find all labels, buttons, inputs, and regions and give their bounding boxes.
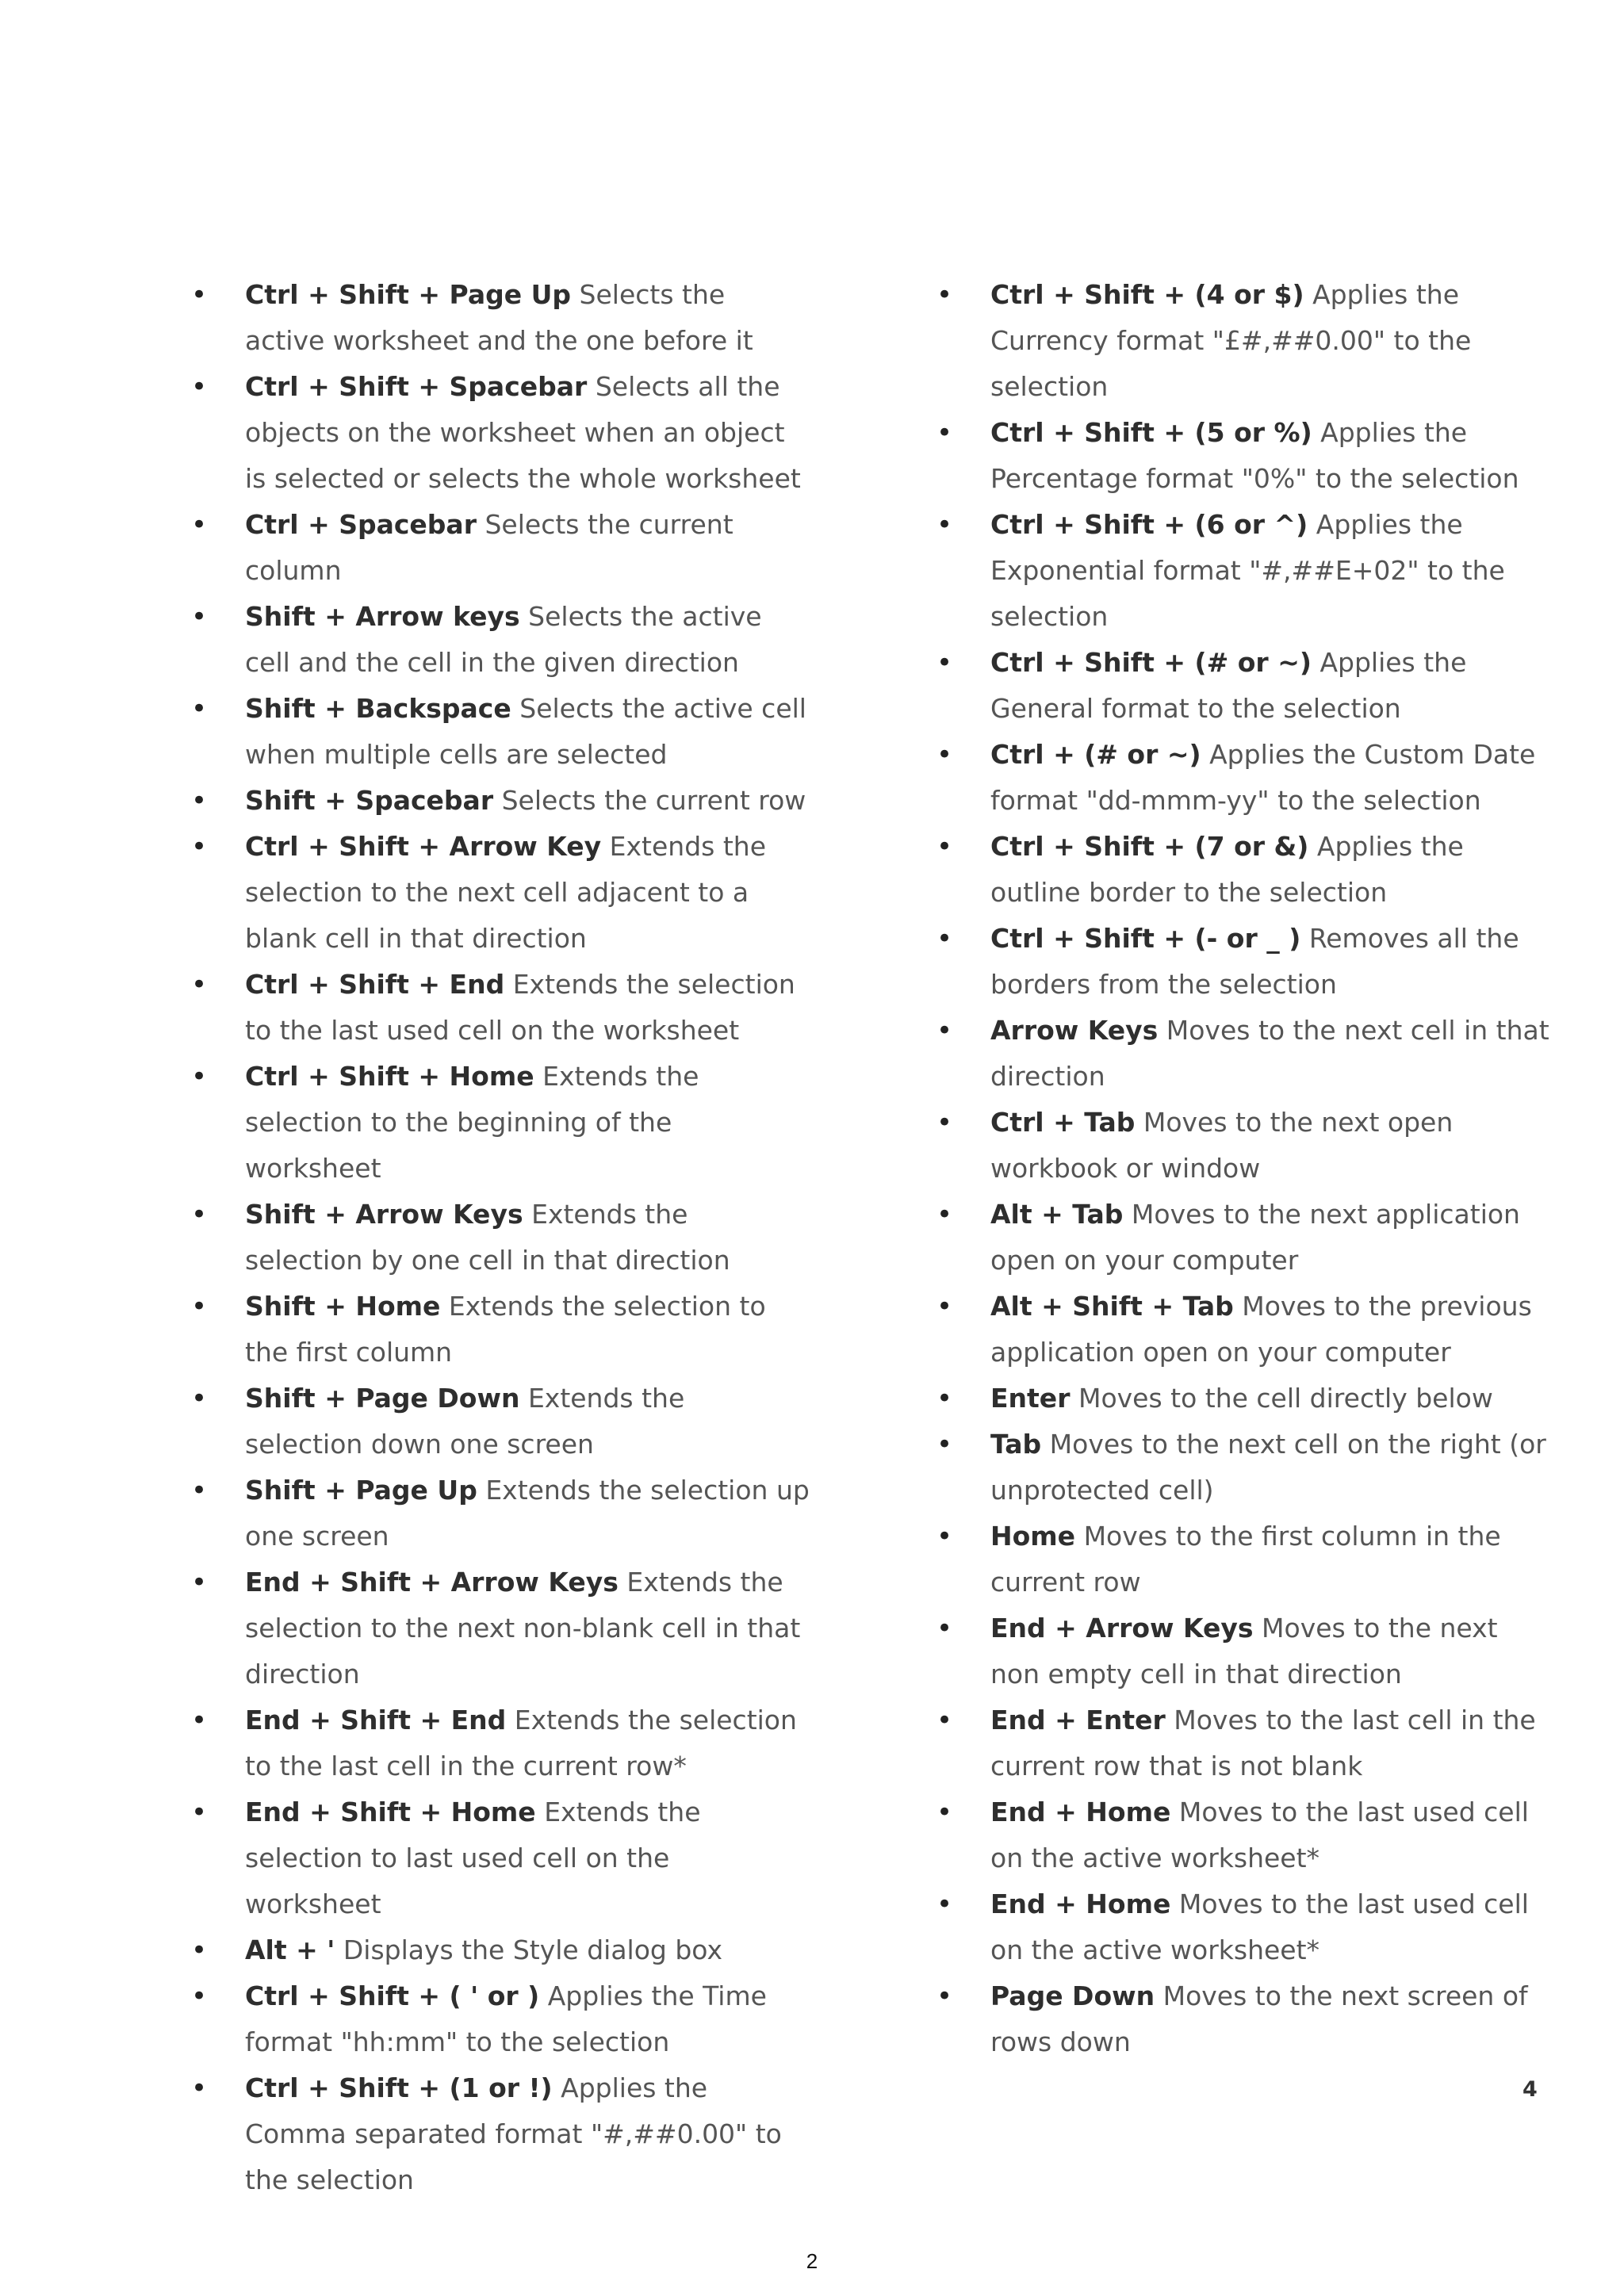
list-item: [936, 1100, 1555, 1192]
list-item: [191, 686, 810, 778]
shortcut-description: Applies the Comma separated format "#,##0.00" to the selection: [245, 2072, 782, 2195]
list-item: [936, 1008, 1555, 1100]
list-item: [191, 1284, 810, 1376]
shortcut-keys: Ctrl + Spacebar: [245, 509, 477, 540]
shortcut-description: Extends the selection up one screen: [245, 1475, 810, 1552]
bullet-icon: •: [191, 371, 208, 403]
shortcut-keys: Tab: [990, 1429, 1042, 1460]
bullet-icon: •: [191, 1934, 208, 1966]
shortcut-keys: Ctrl + Shift + (4 or $): [990, 279, 1304, 310]
shortcut-keys: Ctrl + Shift + End: [245, 969, 505, 1000]
list-item: [936, 410, 1555, 502]
list-item: [936, 640, 1555, 732]
list-item: [191, 962, 810, 1054]
shortcut-description: Moves to the previous application open on your computer: [990, 1291, 1532, 1368]
shortcut-description: Removes all the borders from the selection: [990, 923, 1519, 1000]
shortcut-description: Applies the Exponential format "#,##E+02" to the selection: [990, 509, 1505, 632]
list-item: [936, 1513, 1555, 1605]
shortcut-description: Moves to the last used cell on the active worksheet*: [990, 1797, 1529, 1873]
shortcut-description: Extends the selection by one cell in that direction: [245, 1199, 730, 1276]
shortcut-keys: Home: [990, 1521, 1076, 1552]
shortcut-description: Moves to the first column in the current row: [990, 1521, 1501, 1598]
bullet-icon: •: [936, 1015, 953, 1047]
shortcut-description: Selects all the objects on the worksheet when an object is selected or selects the whole worksheet: [245, 371, 801, 494]
shortcut-keys: Alt + Shift + Tab: [990, 1291, 1234, 1322]
bullet-icon: •: [191, 1291, 208, 1322]
list-item: [191, 1376, 810, 1468]
list-item: [191, 778, 810, 824]
shortcut-keys: Ctrl + Shift + Spacebar: [245, 371, 588, 402]
page-number: 2: [806, 2249, 818, 2273]
list-item: [191, 2065, 810, 2203]
shortcut-description: Extends the selection to last used cell on the worksheet: [245, 1797, 701, 1919]
bullet-icon: •: [936, 417, 953, 449]
list-item: [191, 594, 810, 686]
inner-page-number: 4: [1522, 2077, 1538, 2102]
shortcut-description: Selects the current column: [245, 509, 733, 586]
bullet-icon: •: [191, 601, 208, 633]
bullet-icon: •: [936, 1797, 953, 1828]
list-item: [936, 1605, 1555, 1697]
shortcut-keys: Shift + Spacebar: [245, 785, 494, 816]
shortcut-description: Moves to the next application open on your computer: [990, 1199, 1520, 1276]
list-item: [936, 272, 1555, 410]
list-item: [191, 1973, 810, 2065]
list-item: [191, 272, 810, 364]
shortcut-description: Applies the outline border to the selection: [990, 831, 1464, 908]
bullet-icon: •: [191, 2072, 208, 2104]
list-item: [936, 824, 1555, 916]
bullet-icon: •: [936, 647, 953, 679]
bullet-icon: •: [191, 1980, 208, 2012]
shortcut-keys: Ctrl + Shift + (7 or &): [990, 831, 1309, 862]
list-item: [191, 1789, 810, 1927]
shortcut-keys: Ctrl + Tab: [990, 1107, 1136, 1138]
shortcut-keys: Ctrl + Shift + (# or ~): [990, 647, 1312, 678]
shortcut-keys: Ctrl + Shift + (- or _ ): [990, 923, 1301, 954]
shortcut-description: Moves to the next cell on the right (or unprotected cell): [990, 1429, 1546, 1506]
bullet-icon: •: [936, 1980, 953, 2012]
shortcut-keys: End + Home: [990, 1888, 1171, 1919]
shortcut-description: Selects the active cell when multiple cells are selected: [245, 693, 806, 770]
bullet-icon: •: [191, 1705, 208, 1736]
bullet-icon: •: [936, 1383, 953, 1414]
bullet-icon: •: [191, 1199, 208, 1230]
bullet-icon: •: [936, 279, 953, 311]
bullet-icon: •: [936, 1521, 953, 1552]
list-item: [191, 1927, 810, 1973]
list-item: [936, 1192, 1555, 1284]
bullet-icon: •: [191, 1475, 208, 1506]
shortcut-keys: Shift + Page Up: [245, 1475, 477, 1506]
shortcut-description: Selects the active cell and the cell in the given direction: [245, 601, 762, 678]
bullet-icon: •: [936, 1705, 953, 1736]
shortcut-keys: Ctrl + Shift + Page Up: [245, 279, 572, 310]
bullet-icon: •: [191, 969, 208, 1001]
shortcut-keys: Ctrl + Shift + (5 or %): [990, 417, 1312, 448]
bullet-icon: •: [936, 1429, 953, 1460]
list-item: [191, 1697, 810, 1789]
shortcut-description: Extends the selection to the first column: [245, 1291, 766, 1368]
shortcut-keys: Shift + Arrow Keys: [245, 1199, 523, 1230]
list-item: [191, 1192, 810, 1284]
shortcut-description: Applies the Currency format "£#,##0.00" to the selection: [990, 279, 1472, 402]
list-item: [191, 1559, 810, 1697]
list-item: [191, 502, 810, 594]
shortcut-description: Extends the selection to the next cell adjacent to a blank cell in that direction: [245, 831, 766, 954]
shortcut-keys: Arrow Keys: [990, 1015, 1159, 1046]
shortcut-keys: Ctrl + Shift + ( ' or ): [245, 1980, 540, 2011]
shortcut-description: Moves to the cell directly below: [1078, 1383, 1493, 1414]
bullet-icon: •: [936, 509, 953, 541]
bullet-icon: •: [936, 1613, 953, 1644]
shortcut-keys: Enter: [990, 1383, 1071, 1414]
shortcut-keys: Alt + ': [245, 1934, 335, 1965]
shortcut-description: Moves to the last used cell on the active worksheet*: [990, 1888, 1529, 1965]
bullet-icon: •: [191, 1567, 208, 1598]
shortcut-keys: End + Home: [990, 1797, 1171, 1827]
shortcut-description: Selects the current row: [501, 785, 806, 816]
shortcut-description: Extends the selection to the last cell in the current row*: [245, 1705, 797, 1781]
shortcut-description: Extends the selection to the next non-blank cell in that direction: [245, 1567, 801, 1689]
shortcut-keys: Ctrl + Shift + Home: [245, 1061, 534, 1092]
bullet-icon: •: [191, 785, 208, 817]
list-item: [936, 1789, 1555, 1881]
list-item: [936, 1376, 1555, 1422]
shortcut-description: Applies the General format to the selection: [990, 647, 1467, 724]
shortcut-description: Moves to the next cell in that direction: [990, 1015, 1549, 1092]
shortcut-keys: End + Arrow Keys: [990, 1613, 1254, 1644]
shortcut-keys: Ctrl + Shift + (6 or ^): [990, 509, 1308, 540]
shortcut-description: Displays the Style dialog box: [343, 1934, 722, 1965]
bullet-icon: •: [936, 1199, 953, 1230]
shortcut-description: Applies the Time format "hh:mm" to the selection: [245, 1980, 767, 2057]
list-item: [936, 1422, 1555, 1513]
list-item: [191, 1054, 810, 1192]
list-item: [936, 732, 1555, 824]
bullet-icon: •: [936, 1291, 953, 1322]
shortcut-keys: End + Enter: [990, 1705, 1166, 1735]
shortcut-description: Moves to the next open workbook or window: [990, 1107, 1454, 1184]
shortcut-description: Applies the Custom Date format "dd-mmm-yy" to the selection: [990, 739, 1536, 816]
list-item: [936, 1697, 1555, 1789]
shortcut-description: Moves to the next non empty cell in that direction: [990, 1613, 1498, 1689]
list-item: [936, 1284, 1555, 1376]
bullet-icon: •: [191, 509, 208, 541]
list-item: [936, 502, 1555, 640]
bullet-icon: •: [191, 831, 208, 863]
bullet-icon: •: [936, 1888, 953, 1920]
shortcut-keys: End + Shift + End: [245, 1705, 507, 1735]
bullet-icon: •: [936, 739, 953, 771]
shortcut-keys: Page Down: [990, 1980, 1155, 2011]
shortcut-description: Applies the Percentage format "0%" to the selection: [990, 417, 1519, 494]
list-item: [191, 364, 810, 502]
bullet-icon: •: [191, 693, 208, 725]
bullet-icon: •: [191, 1797, 208, 1828]
list-item: [936, 1881, 1555, 1973]
list-item: [191, 1468, 810, 1559]
shortcut-keys: Ctrl + (# or ~): [990, 739, 1201, 770]
shortcut-keys: Shift + Backspace: [245, 693, 511, 724]
shortcut-keys: Ctrl + Shift + (1 or !): [245, 2072, 553, 2103]
bullet-icon: •: [191, 1061, 208, 1093]
shortcut-description: Selects the active worksheet and the one before it: [245, 279, 753, 356]
shortcut-description: Moves to the next screen of rows down: [990, 1980, 1528, 2057]
bullet-icon: •: [936, 1107, 953, 1138]
shortcut-keys: End + Shift + Arrow Keys: [245, 1567, 619, 1598]
shortcut-keys: Shift + Arrow keys: [245, 601, 520, 632]
list-item: [936, 916, 1555, 1008]
bullet-icon: •: [191, 279, 208, 311]
shortcut-list-right: [936, 272, 1555, 2065]
shortcut-description: Extends the selection to the beginning of the worksheet: [245, 1061, 699, 1184]
bullet-icon: •: [936, 923, 953, 955]
shortcut-description: Moves to the last cell in the current row that is not blank: [990, 1705, 1536, 1781]
shortcut-keys: Ctrl + Shift + Arrow Key: [245, 831, 602, 862]
shortcut-description: Extends the selection to the last used cell on the worksheet: [245, 969, 795, 1046]
shortcut-keys: Shift + Home: [245, 1291, 441, 1322]
shortcut-keys: Shift + Page Down: [245, 1383, 520, 1414]
list-item: [936, 1973, 1555, 2065]
shortcut-keys: End + Shift + Home: [245, 1797, 536, 1827]
shortcut-list-left: [191, 272, 810, 2203]
shortcut-description: Extends the selection down one screen: [245, 1383, 685, 1460]
bullet-icon: •: [191, 1383, 208, 1414]
list-item: [191, 824, 810, 962]
shortcut-keys: Alt + Tab: [990, 1199, 1124, 1230]
bullet-icon: •: [936, 831, 953, 863]
